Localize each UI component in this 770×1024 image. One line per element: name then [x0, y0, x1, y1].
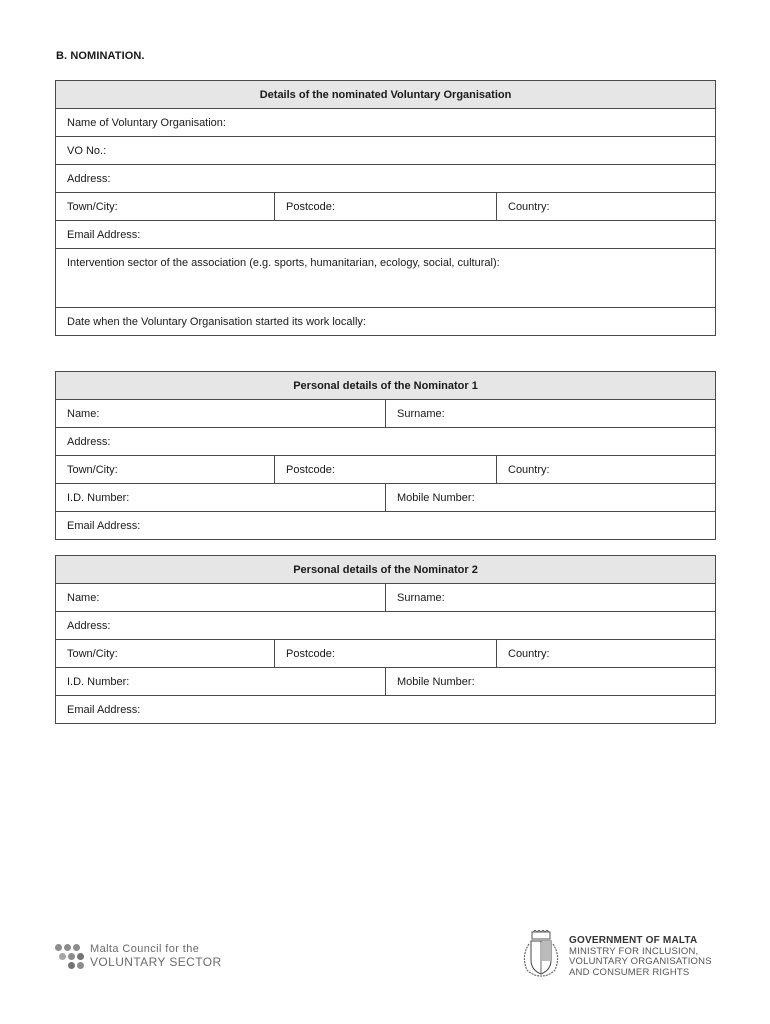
nominator1-mobile-field[interactable]: [386, 484, 716, 512]
gov-ministry-line1: MINISTRY FOR INCLUSION,: [569, 945, 699, 957]
nominator2-table: [55, 555, 716, 724]
nominator1-table: [55, 371, 716, 540]
nominator2-town-field[interactable]: [56, 640, 275, 668]
nominator1-town-label: Town/City:: [67, 463, 118, 476]
vo-name-field[interactable]: [56, 109, 716, 137]
gov-ministry-line3: AND CONSUMER RIGHTS: [569, 966, 690, 978]
nominator2-mobile-label: Mobile Number:: [397, 675, 475, 688]
nominator2-country-label: Country:: [508, 647, 550, 660]
vo-postcode-label: Postcode:: [286, 200, 335, 213]
nominator2-surname-field[interactable]: [386, 584, 716, 612]
nominator2-address-label: Address:: [67, 619, 111, 632]
nominator2-surname-label: Surname:: [397, 591, 445, 604]
nominator1-town-field[interactable]: [56, 456, 275, 484]
nominator1-surname-field[interactable]: [386, 400, 716, 428]
nominator2-address-field[interactable]: [56, 612, 716, 640]
vo-number-label: VO No.:: [67, 144, 107, 157]
nominator1-surname-label: Surname:: [397, 407, 445, 420]
vo-town-label: Town/City:: [67, 200, 118, 213]
nominator1-id-field[interactable]: [56, 484, 386, 512]
nominator2-id-label: I.D. Number:: [67, 675, 130, 688]
gov-title: GOVERNMENT OF MALTA: [569, 935, 698, 946]
mcvs-name-line2: VOLUNTARY SECTOR: [90, 955, 222, 969]
vo-country-field[interactable]: [497, 193, 716, 221]
nominator2-postcode-label: Postcode:: [286, 647, 335, 660]
nominator2-email-field[interactable]: [56, 696, 716, 724]
nominator1-address-field[interactable]: [56, 428, 716, 456]
vo-postcode-field[interactable]: [275, 193, 497, 221]
vo-details-table: [55, 80, 716, 336]
nominator2-postcode-field[interactable]: [275, 640, 497, 668]
nominator2-name-label: Name:: [67, 591, 100, 604]
nominator1-mobile-label: Mobile Number:: [397, 491, 475, 504]
nominator1-country-label: Country:: [508, 463, 550, 476]
nominator2-id-field[interactable]: [56, 668, 386, 696]
section-title: B. NOMINATION.: [56, 50, 145, 62]
mcvs-name-line1: Malta Council for the: [90, 943, 200, 955]
vo-details-header: Details of the nominated Voluntary Organisation: [56, 81, 716, 109]
nominator2-name-field[interactable]: [56, 584, 386, 612]
vo-name-label: Name of Voluntary Organisation:: [67, 116, 226, 129]
vo-email-label: Email Address:: [67, 228, 141, 241]
nominator2-email-label: Email Address:: [67, 703, 141, 716]
vo-email-field[interactable]: [56, 221, 716, 249]
nominator1-postcode-field[interactable]: [275, 456, 497, 484]
nominator1-name-label: Name:: [67, 407, 100, 420]
vo-start-date-field[interactable]: [56, 308, 716, 336]
nominator2-header: Personal details of the Nominator 2: [56, 556, 716, 584]
nominator1-email-label: Email Address:: [67, 519, 141, 532]
government-logo: [519, 930, 712, 978]
vo-country-label: Country:: [508, 200, 550, 213]
mcvs-dots-logo-icon: [55, 942, 87, 970]
nominator1-name-field[interactable]: [56, 400, 386, 428]
nominator1-postcode-label: Postcode:: [286, 463, 335, 476]
vo-sector-label: Intervention sector of the association (e.g. sports, humanitarian, ecology, social, cultural):: [67, 257, 500, 269]
nominator1-header: Personal details of the Nominator 1: [56, 372, 716, 400]
vo-number-field[interactable]: [56, 137, 716, 165]
nominator2-mobile-field[interactable]: [386, 668, 716, 696]
nominator1-country-field[interactable]: [497, 456, 716, 484]
gov-ministry-line2: VOLUNTARY ORGANISATIONS: [569, 956, 712, 967]
malta-coat-of-arms-icon: [519, 930, 563, 978]
vo-town-field[interactable]: [56, 193, 275, 221]
vo-start-date-label: Date when the Voluntary Organisation started its work locally:: [67, 315, 366, 328]
nominator1-email-field[interactable]: [56, 512, 716, 540]
mcvs-logo: [55, 942, 222, 970]
nominator1-address-label: Address:: [67, 435, 111, 448]
vo-sector-field[interactable]: [56, 249, 716, 308]
vo-address-label: Address:: [67, 172, 111, 185]
nominator2-town-label: Town/City:: [67, 647, 118, 660]
nominator2-country-field[interactable]: [497, 640, 716, 668]
vo-address-field[interactable]: [56, 165, 716, 193]
nominator1-id-label: I.D. Number:: [67, 491, 130, 504]
